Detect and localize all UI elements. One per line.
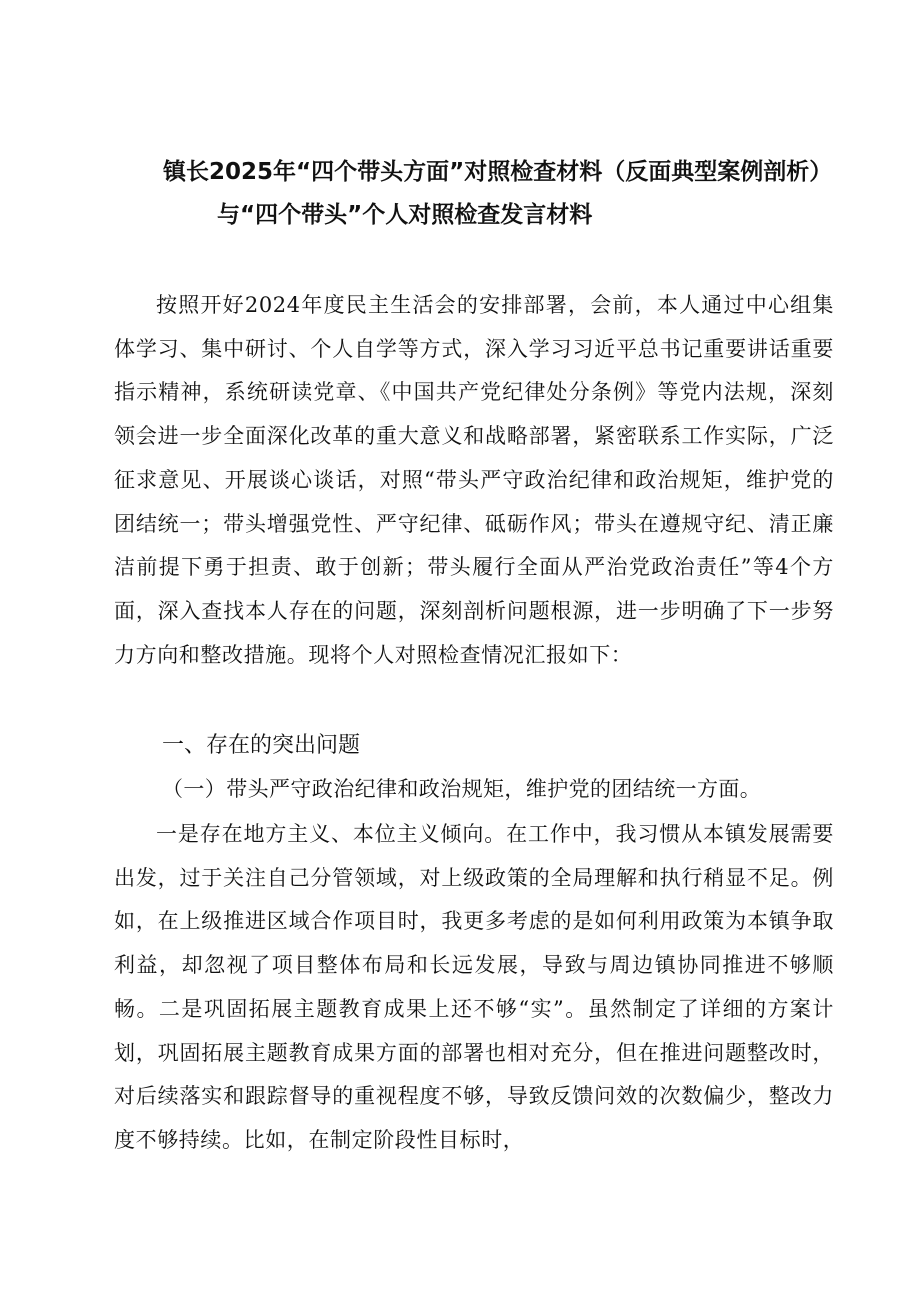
document-title-line-2: 与“四个带头”个人对照检查发言材料 [217,202,593,228]
section-heading-1: 一、存在的突出问题 [162,733,361,758]
subsection-heading-1: （一）带头严守政治纪律和政治规矩，维护党的团结统一方面。 [162,777,762,801]
document-title-line-1: 镇长2025年“四个带头方面”对照检查材料（反面典型案例剖析） [163,159,833,185]
subsection-1-paragraph: 一是存在地方主义、本位主义倾向。在工作中，我习惯从本镇发展需要出发，过于关注自己分管领域，对上级政策的全局理解和执行稍显不足。例如，在上级推进区域合作项目时，我更多考虑的是如何利用政策为本镇争取利益，却忽视了项目整体布局和长远发展，导致与周边镇协同推进不够顺畅。二是巩固拓展主题教育成果上还不够“实”。虽然制定了详细的方案计划，巩固拓展主题教育成果方面的部署也相对充分，但在推进问题整改时，对后续落实和跟踪督导的重视程度不够，导致反馈问效的次数偏少，整改力度不够持续。比如，在制定阶段性目标时， [114,822,834,1152]
intro-paragraph: 按照开好2024年度民主生活会的安排部署，会前，本人通过中心组集体学习、集中研讨、个人自学等方式，深入学习习近平总书记重要讲话重要指示精神，系统研读党章、《中国共产党纪律处分条例》等党内法规，深刻领会进一步全面深化改革的重大意义和战略部署，紧密联系工作实际，广泛征求意见、开展谈心谈话，对照“带头严守政治纪律和政治规矩，维护党的团结统一；带头增强党性、严守纪律、砥砺作风；带头在遵规守纪、清正廉洁前提下勇于担责、敢于创新；带头履行全面从严治党政治责任”等4个方面，深入查找本人存在的问题，深刻剖析问题根源，进一步明确了下一步努力方向和整改措施。现将个人对照检查情况汇报如下： [114,293,834,667]
